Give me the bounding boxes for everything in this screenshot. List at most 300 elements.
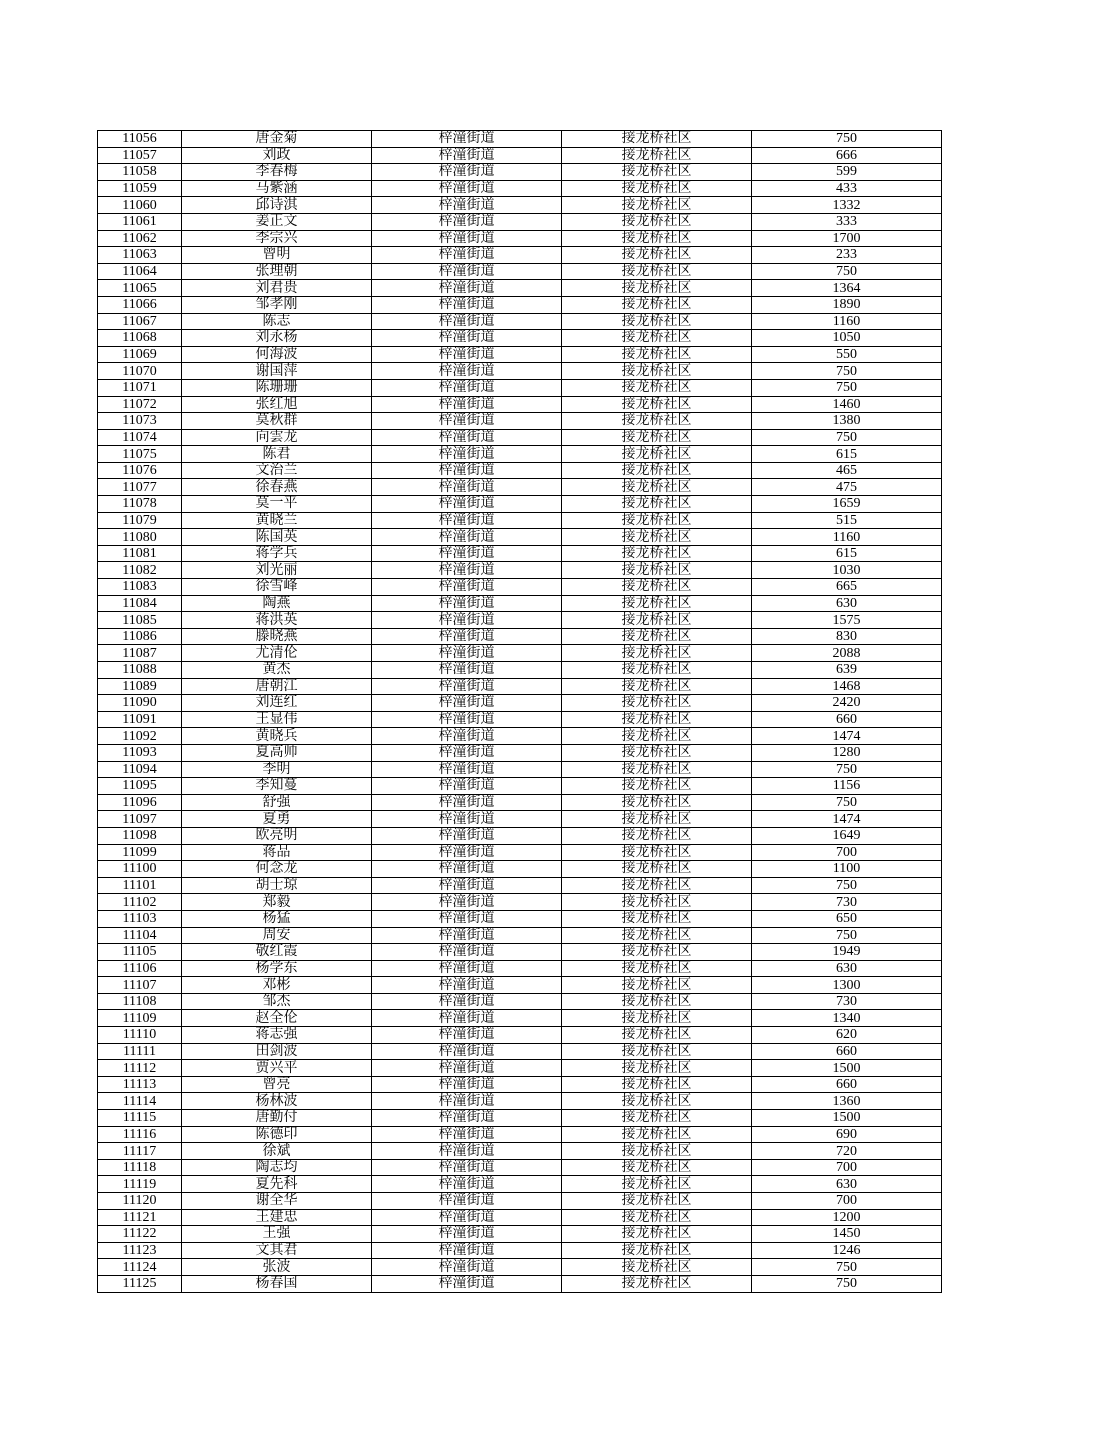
community-cell: 接龙桥社区 bbox=[562, 263, 752, 280]
subdistrict-cell: 梓潼街道 bbox=[372, 1226, 562, 1243]
community-cell: 接龙桥社区 bbox=[562, 993, 752, 1010]
row-id-cell: 11120 bbox=[98, 1193, 182, 1210]
amount-cell: 1100 bbox=[752, 861, 942, 878]
person-name-cell: 陶志均 bbox=[182, 1159, 372, 1176]
table-row bbox=[98, 761, 942, 778]
community-cell: 接龙桥社区 bbox=[562, 877, 752, 894]
amount-cell: 1160 bbox=[752, 313, 942, 330]
subdistrict-cell: 梓潼街道 bbox=[372, 446, 562, 463]
amount-cell: 665 bbox=[752, 579, 942, 596]
community-cell: 接龙桥社区 bbox=[562, 147, 752, 164]
subdistrict-cell: 梓潼街道 bbox=[372, 147, 562, 164]
person-name-cell: 张理朝 bbox=[182, 263, 372, 280]
person-name-cell: 刘连红 bbox=[182, 695, 372, 712]
table-row bbox=[98, 131, 942, 148]
row-id-cell: 11106 bbox=[98, 960, 182, 977]
community-cell: 接龙桥社区 bbox=[562, 662, 752, 679]
table-row bbox=[98, 744, 942, 761]
community-cell: 接龙桥社区 bbox=[562, 529, 752, 546]
subdistrict-cell: 梓潼街道 bbox=[372, 993, 562, 1010]
amount-cell: 1340 bbox=[752, 1010, 942, 1027]
table-row bbox=[98, 944, 942, 961]
amount-cell: 1700 bbox=[752, 230, 942, 247]
row-id-cell: 11090 bbox=[98, 695, 182, 712]
row-id-cell: 11116 bbox=[98, 1126, 182, 1143]
person-name-cell: 陈志 bbox=[182, 313, 372, 330]
person-name-cell: 邱诗淇 bbox=[182, 197, 372, 214]
row-id-cell: 11092 bbox=[98, 728, 182, 745]
table-row bbox=[98, 1126, 942, 1143]
amount-cell: 620 bbox=[752, 1027, 942, 1044]
amount-cell: 690 bbox=[752, 1126, 942, 1143]
row-id-cell: 11067 bbox=[98, 313, 182, 330]
community-cell: 接龙桥社区 bbox=[562, 446, 752, 463]
row-id-cell: 11114 bbox=[98, 1093, 182, 1110]
person-name-cell: 李明 bbox=[182, 761, 372, 778]
person-name-cell: 周安 bbox=[182, 927, 372, 944]
row-id-cell: 11115 bbox=[98, 1110, 182, 1127]
row-id-cell: 11102 bbox=[98, 894, 182, 911]
community-cell: 接龙桥社区 bbox=[562, 927, 752, 944]
amount-cell: 1160 bbox=[752, 529, 942, 546]
row-id-cell: 11111 bbox=[98, 1043, 182, 1060]
table-row bbox=[98, 379, 942, 396]
community-cell: 接龙桥社区 bbox=[562, 910, 752, 927]
table-row bbox=[98, 197, 942, 214]
table-row bbox=[98, 579, 942, 596]
community-cell: 接龙桥社区 bbox=[562, 628, 752, 645]
row-id-cell: 11069 bbox=[98, 346, 182, 363]
row-id-cell: 11093 bbox=[98, 744, 182, 761]
row-id-cell: 11100 bbox=[98, 861, 182, 878]
subdistrict-cell: 梓潼街道 bbox=[372, 131, 562, 148]
community-cell: 接龙桥社区 bbox=[562, 1010, 752, 1027]
row-id-cell: 11075 bbox=[98, 446, 182, 463]
subdistrict-cell: 梓潼街道 bbox=[372, 346, 562, 363]
community-cell: 接龙桥社区 bbox=[562, 844, 752, 861]
person-name-cell: 陈君 bbox=[182, 446, 372, 463]
row-id-cell: 11056 bbox=[98, 131, 182, 148]
community-cell: 接龙桥社区 bbox=[562, 296, 752, 313]
table-row bbox=[98, 1027, 942, 1044]
subdistrict-cell: 梓潼街道 bbox=[372, 1126, 562, 1143]
table-row bbox=[98, 678, 942, 695]
row-id-cell: 11119 bbox=[98, 1176, 182, 1193]
subdistrict-cell: 梓潼街道 bbox=[372, 164, 562, 181]
table-row bbox=[98, 462, 942, 479]
table-row bbox=[98, 1259, 942, 1276]
subdistrict-cell: 梓潼街道 bbox=[372, 247, 562, 264]
subdistrict-cell: 梓潼街道 bbox=[372, 1259, 562, 1276]
amount-cell: 1300 bbox=[752, 977, 942, 994]
subdistrict-cell: 梓潼街道 bbox=[372, 479, 562, 496]
person-name-cell: 文其君 bbox=[182, 1242, 372, 1259]
subdistrict-cell: 梓潼街道 bbox=[372, 744, 562, 761]
community-cell: 接龙桥社区 bbox=[562, 562, 752, 579]
subdistrict-cell: 梓潼街道 bbox=[372, 1027, 562, 1044]
community-cell: 接龙桥社区 bbox=[562, 695, 752, 712]
amount-cell: 1380 bbox=[752, 413, 942, 430]
subdistrict-cell: 梓潼街道 bbox=[372, 977, 562, 994]
row-id-cell: 11091 bbox=[98, 711, 182, 728]
community-cell: 接龙桥社区 bbox=[562, 230, 752, 247]
amount-cell: 660 bbox=[752, 1043, 942, 1060]
table-row bbox=[98, 794, 942, 811]
table-row bbox=[98, 844, 942, 861]
community-cell: 接龙桥社区 bbox=[562, 645, 752, 662]
amount-cell: 700 bbox=[752, 844, 942, 861]
community-cell: 接龙桥社区 bbox=[562, 1043, 752, 1060]
community-cell: 接龙桥社区 bbox=[562, 612, 752, 629]
subdistrict-cell: 梓潼街道 bbox=[372, 1193, 562, 1210]
community-cell: 接龙桥社区 bbox=[562, 496, 752, 513]
person-name-cell: 黄晓兰 bbox=[182, 512, 372, 529]
community-cell: 接龙桥社区 bbox=[562, 512, 752, 529]
amount-cell: 550 bbox=[752, 346, 942, 363]
amount-cell: 1575 bbox=[752, 612, 942, 629]
row-id-cell: 11086 bbox=[98, 628, 182, 645]
row-id-cell: 11068 bbox=[98, 330, 182, 347]
community-cell: 接龙桥社区 bbox=[562, 1060, 752, 1077]
table-row bbox=[98, 1076, 942, 1093]
person-name-cell: 徐雪峰 bbox=[182, 579, 372, 596]
amount-cell: 720 bbox=[752, 1143, 942, 1160]
person-name-cell: 王显伟 bbox=[182, 711, 372, 728]
subdistrict-cell: 梓潼街道 bbox=[372, 379, 562, 396]
person-name-cell: 王建忠 bbox=[182, 1209, 372, 1226]
row-id-cell: 11074 bbox=[98, 429, 182, 446]
person-name-cell: 文治兰 bbox=[182, 462, 372, 479]
person-name-cell: 谢国萍 bbox=[182, 363, 372, 380]
community-cell: 接龙桥社区 bbox=[562, 794, 752, 811]
person-name-cell: 陈德印 bbox=[182, 1126, 372, 1143]
amount-cell: 730 bbox=[752, 894, 942, 911]
row-id-cell: 11094 bbox=[98, 761, 182, 778]
table-row bbox=[98, 164, 942, 181]
community-cell: 接龙桥社区 bbox=[562, 1176, 752, 1193]
community-cell: 接龙桥社区 bbox=[562, 247, 752, 264]
person-name-cell: 陶燕 bbox=[182, 595, 372, 612]
subdistrict-cell: 梓潼街道 bbox=[372, 910, 562, 927]
table-row bbox=[98, 1176, 942, 1193]
person-name-cell: 莫一平 bbox=[182, 496, 372, 513]
amount-cell: 750 bbox=[752, 363, 942, 380]
table-row bbox=[98, 346, 942, 363]
row-id-cell: 11124 bbox=[98, 1259, 182, 1276]
community-cell: 接龙桥社区 bbox=[562, 977, 752, 994]
community-cell: 接龙桥社区 bbox=[562, 1193, 752, 1210]
person-name-cell: 何念龙 bbox=[182, 861, 372, 878]
table-row bbox=[98, 861, 942, 878]
row-id-cell: 11061 bbox=[98, 213, 182, 230]
person-name-cell: 姜正文 bbox=[182, 213, 372, 230]
subdistrict-cell: 梓潼街道 bbox=[372, 363, 562, 380]
subdistrict-cell: 梓潼街道 bbox=[372, 529, 562, 546]
subdistrict-cell: 梓潼街道 bbox=[372, 711, 562, 728]
row-id-cell: 11117 bbox=[98, 1143, 182, 1160]
person-name-cell: 敬红霞 bbox=[182, 944, 372, 961]
person-name-cell: 邹杰 bbox=[182, 993, 372, 1010]
table-row bbox=[98, 1110, 942, 1127]
person-name-cell: 刘政 bbox=[182, 147, 372, 164]
table-row bbox=[98, 695, 942, 712]
person-name-cell: 尤清伦 bbox=[182, 645, 372, 662]
community-cell: 接龙桥社区 bbox=[562, 164, 752, 181]
amount-cell: 1156 bbox=[752, 778, 942, 795]
amount-cell: 750 bbox=[752, 131, 942, 148]
person-name-cell: 向雲龙 bbox=[182, 429, 372, 446]
amount-cell: 1200 bbox=[752, 1209, 942, 1226]
person-name-cell: 李春梅 bbox=[182, 164, 372, 181]
community-cell: 接龙桥社区 bbox=[562, 1209, 752, 1226]
table-row bbox=[98, 147, 942, 164]
person-name-cell: 蒋洪英 bbox=[182, 612, 372, 629]
table-row bbox=[98, 1226, 942, 1243]
amount-cell: 750 bbox=[752, 794, 942, 811]
subdistrict-cell: 梓潼街道 bbox=[372, 695, 562, 712]
row-id-cell: 11095 bbox=[98, 778, 182, 795]
subdistrict-cell: 梓潼街道 bbox=[372, 1143, 562, 1160]
subdistrict-cell: 梓潼街道 bbox=[372, 728, 562, 745]
amount-cell: 1474 bbox=[752, 728, 942, 745]
amount-cell: 1468 bbox=[752, 678, 942, 695]
subdistrict-cell: 梓潼街道 bbox=[372, 180, 562, 197]
person-name-cell: 张波 bbox=[182, 1259, 372, 1276]
amount-cell: 730 bbox=[752, 993, 942, 1010]
community-cell: 接龙桥社区 bbox=[562, 462, 752, 479]
community-cell: 接龙桥社区 bbox=[562, 827, 752, 844]
amount-cell: 750 bbox=[752, 1275, 942, 1292]
community-cell: 接龙桥社区 bbox=[562, 479, 752, 496]
subdistrict-cell: 梓潼街道 bbox=[372, 595, 562, 612]
amount-cell: 515 bbox=[752, 512, 942, 529]
amount-cell: 2420 bbox=[752, 695, 942, 712]
subdistrict-cell: 梓潼街道 bbox=[372, 1076, 562, 1093]
subdistrict-cell: 梓潼街道 bbox=[372, 827, 562, 844]
community-cell: 接龙桥社区 bbox=[562, 180, 752, 197]
row-id-cell: 11096 bbox=[98, 794, 182, 811]
person-name-cell: 唐金菊 bbox=[182, 131, 372, 148]
table-row bbox=[98, 711, 942, 728]
row-id-cell: 11097 bbox=[98, 811, 182, 828]
amount-cell: 660 bbox=[752, 711, 942, 728]
community-cell: 接龙桥社区 bbox=[562, 678, 752, 695]
subdistrict-cell: 梓潼街道 bbox=[372, 877, 562, 894]
subdistrict-cell: 梓潼街道 bbox=[372, 213, 562, 230]
row-id-cell: 11070 bbox=[98, 363, 182, 380]
person-name-cell: 杨林波 bbox=[182, 1093, 372, 1110]
row-id-cell: 11112 bbox=[98, 1060, 182, 1077]
subdistrict-cell: 梓潼街道 bbox=[372, 545, 562, 562]
row-id-cell: 11105 bbox=[98, 944, 182, 961]
subdistrict-cell: 梓潼街道 bbox=[372, 778, 562, 795]
row-id-cell: 11084 bbox=[98, 595, 182, 612]
amount-cell: 750 bbox=[752, 927, 942, 944]
subdistrict-cell: 梓潼街道 bbox=[372, 1176, 562, 1193]
row-id-cell: 11099 bbox=[98, 844, 182, 861]
table-row bbox=[98, 429, 942, 446]
subdistrict-cell: 梓潼街道 bbox=[372, 794, 562, 811]
community-cell: 接龙桥社区 bbox=[562, 213, 752, 230]
person-name-cell: 李宗兴 bbox=[182, 230, 372, 247]
row-id-cell: 11101 bbox=[98, 877, 182, 894]
subdistrict-cell: 梓潼街道 bbox=[372, 396, 562, 413]
row-id-cell: 11123 bbox=[98, 1242, 182, 1259]
community-cell: 接龙桥社区 bbox=[562, 744, 752, 761]
table-row bbox=[98, 1093, 942, 1110]
amount-cell: 615 bbox=[752, 545, 942, 562]
row-id-cell: 11083 bbox=[98, 579, 182, 596]
person-name-cell: 黄晓兵 bbox=[182, 728, 372, 745]
amount-cell: 599 bbox=[752, 164, 942, 181]
row-id-cell: 11109 bbox=[98, 1010, 182, 1027]
subdistrict-cell: 梓潼街道 bbox=[372, 811, 562, 828]
table-row bbox=[98, 877, 942, 894]
person-name-cell: 夏先科 bbox=[182, 1176, 372, 1193]
community-cell: 接龙桥社区 bbox=[562, 711, 752, 728]
amount-cell: 433 bbox=[752, 180, 942, 197]
person-name-cell: 夏勇 bbox=[182, 811, 372, 828]
table-row bbox=[98, 230, 942, 247]
table-row bbox=[98, 213, 942, 230]
community-cell: 接龙桥社区 bbox=[562, 1093, 752, 1110]
amount-cell: 333 bbox=[752, 213, 942, 230]
community-cell: 接龙桥社区 bbox=[562, 761, 752, 778]
person-name-cell: 刘永杨 bbox=[182, 330, 372, 347]
person-name-cell: 刘君贵 bbox=[182, 280, 372, 297]
table-row bbox=[98, 960, 942, 977]
person-name-cell: 马紫涵 bbox=[182, 180, 372, 197]
row-id-cell: 11066 bbox=[98, 296, 182, 313]
person-name-cell: 唐朝江 bbox=[182, 678, 372, 695]
row-id-cell: 11071 bbox=[98, 379, 182, 396]
amount-cell: 830 bbox=[752, 628, 942, 645]
row-id-cell: 11121 bbox=[98, 1209, 182, 1226]
community-cell: 接龙桥社区 bbox=[562, 396, 752, 413]
subdistrict-cell: 梓潼街道 bbox=[372, 330, 562, 347]
community-cell: 接龙桥社区 bbox=[562, 811, 752, 828]
amount-cell: 465 bbox=[752, 462, 942, 479]
amount-cell: 1890 bbox=[752, 296, 942, 313]
community-cell: 接龙桥社区 bbox=[562, 413, 752, 430]
subdistrict-cell: 梓潼街道 bbox=[372, 1275, 562, 1292]
row-id-cell: 11059 bbox=[98, 180, 182, 197]
table-row bbox=[98, 330, 942, 347]
community-cell: 接龙桥社区 bbox=[562, 346, 752, 363]
table-row bbox=[98, 993, 942, 1010]
community-cell: 接龙桥社区 bbox=[562, 1076, 752, 1093]
amount-cell: 750 bbox=[752, 877, 942, 894]
amount-cell: 1280 bbox=[752, 744, 942, 761]
row-id-cell: 11065 bbox=[98, 280, 182, 297]
amount-cell: 750 bbox=[752, 263, 942, 280]
person-name-cell: 谢全华 bbox=[182, 1193, 372, 1210]
row-id-cell: 11060 bbox=[98, 197, 182, 214]
person-name-cell: 唐勤付 bbox=[182, 1110, 372, 1127]
row-id-cell: 11087 bbox=[98, 645, 182, 662]
amount-cell: 475 bbox=[752, 479, 942, 496]
table-row bbox=[98, 1209, 942, 1226]
person-name-cell: 李知蔓 bbox=[182, 778, 372, 795]
row-id-cell: 11085 bbox=[98, 612, 182, 629]
subdistrict-cell: 梓潼街道 bbox=[372, 1043, 562, 1060]
amount-cell: 630 bbox=[752, 960, 942, 977]
row-id-cell: 11078 bbox=[98, 496, 182, 513]
subdistrict-cell: 梓潼街道 bbox=[372, 413, 562, 430]
table-row bbox=[98, 313, 942, 330]
person-name-cell: 贾兴平 bbox=[182, 1060, 372, 1077]
person-name-cell: 夏高帅 bbox=[182, 744, 372, 761]
row-id-cell: 11122 bbox=[98, 1226, 182, 1243]
row-id-cell: 11089 bbox=[98, 678, 182, 695]
subdistrict-cell: 梓潼街道 bbox=[372, 280, 562, 297]
table-row bbox=[98, 1010, 942, 1027]
row-id-cell: 11072 bbox=[98, 396, 182, 413]
amount-cell: 1949 bbox=[752, 944, 942, 961]
community-cell: 接龙桥社区 bbox=[562, 379, 752, 396]
person-name-cell: 徐春燕 bbox=[182, 479, 372, 496]
table-body bbox=[98, 131, 942, 1293]
community-cell: 接龙桥社区 bbox=[562, 579, 752, 596]
table-row bbox=[98, 910, 942, 927]
amount-cell: 639 bbox=[752, 662, 942, 679]
table-row bbox=[98, 927, 942, 944]
subdistrict-cell: 梓潼街道 bbox=[372, 562, 562, 579]
subdistrict-cell: 梓潼街道 bbox=[372, 579, 562, 596]
table-row bbox=[98, 512, 942, 529]
subdistrict-cell: 梓潼街道 bbox=[372, 496, 562, 513]
table-row bbox=[98, 529, 942, 546]
community-cell: 接龙桥社区 bbox=[562, 429, 752, 446]
row-id-cell: 11103 bbox=[98, 910, 182, 927]
table-row bbox=[98, 811, 942, 828]
person-name-cell: 蒋志强 bbox=[182, 1027, 372, 1044]
table-row bbox=[98, 1159, 942, 1176]
amount-cell: 630 bbox=[752, 1176, 942, 1193]
community-cell: 接龙桥社区 bbox=[562, 595, 752, 612]
table-row bbox=[98, 827, 942, 844]
subdistrict-cell: 梓潼街道 bbox=[372, 296, 562, 313]
table-row bbox=[98, 628, 942, 645]
table-row bbox=[98, 496, 942, 513]
row-id-cell: 11125 bbox=[98, 1275, 182, 1292]
row-id-cell: 11058 bbox=[98, 164, 182, 181]
person-name-cell: 邹孝刚 bbox=[182, 296, 372, 313]
community-cell: 接龙桥社区 bbox=[562, 1275, 752, 1292]
row-id-cell: 11077 bbox=[98, 479, 182, 496]
amount-cell: 1050 bbox=[752, 330, 942, 347]
subdistrict-cell: 梓潼街道 bbox=[372, 1093, 562, 1110]
amount-cell: 750 bbox=[752, 379, 942, 396]
person-name-cell: 陈珊珊 bbox=[182, 379, 372, 396]
table-row bbox=[98, 396, 942, 413]
table-row bbox=[98, 446, 942, 463]
row-id-cell: 11082 bbox=[98, 562, 182, 579]
person-name-cell: 刘光丽 bbox=[182, 562, 372, 579]
table-row bbox=[98, 894, 942, 911]
row-id-cell: 11098 bbox=[98, 827, 182, 844]
amount-cell: 630 bbox=[752, 595, 942, 612]
table-row bbox=[98, 263, 942, 280]
subdistrict-cell: 梓潼街道 bbox=[372, 313, 562, 330]
person-name-cell: 胡士琼 bbox=[182, 877, 372, 894]
community-cell: 接龙桥社区 bbox=[562, 861, 752, 878]
row-id-cell: 11110 bbox=[98, 1027, 182, 1044]
community-cell: 接龙桥社区 bbox=[562, 197, 752, 214]
community-cell: 接龙桥社区 bbox=[562, 728, 752, 745]
community-cell: 接龙桥社区 bbox=[562, 363, 752, 380]
community-cell: 接龙桥社区 bbox=[562, 1259, 752, 1276]
